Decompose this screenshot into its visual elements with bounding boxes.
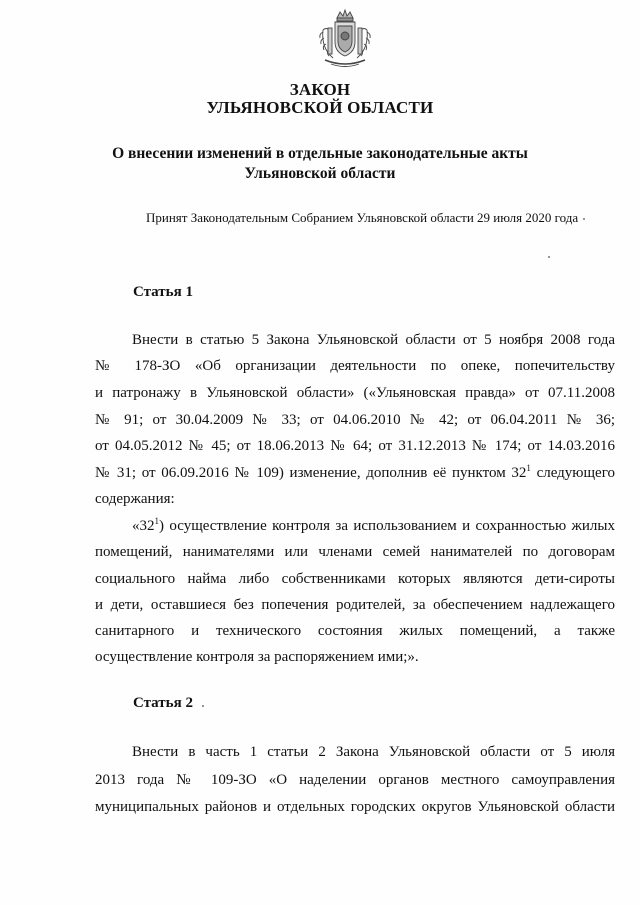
quote-line: санитарного и технического состояния жилых помещений, а также bbox=[95, 623, 615, 639]
article-1-line: № 178-ЗО «Об организации деятельности по опеке, попечительству bbox=[95, 358, 615, 374]
coat-of-arms-emblem bbox=[311, 8, 379, 70]
law-title-line1: ЗАКОН bbox=[289, 80, 351, 99]
article-1-line-text: № 31; от 06.09.2016 № 109) изменение, дополнив её пунктом 32 bbox=[95, 465, 527, 481]
article-1-line: содержания: bbox=[95, 491, 175, 507]
article-1-line: от 04.05.2012 № 45; от 18.06.2013 № 64; от 31.12.2013 № 174; от 14.03.2016 bbox=[95, 438, 615, 454]
article-2-line: Внести в часть 1 статьи 2 Закона Ульяновской области от 5 июля bbox=[132, 744, 615, 760]
article-2-heading: Статья 2 bbox=[133, 695, 193, 711]
article-2-line: муниципальных районов и отдельных городских округов Ульяновской области bbox=[95, 799, 615, 815]
superscript: 1 bbox=[526, 463, 531, 473]
quote-line bbox=[132, 517, 615, 535]
article-1-line bbox=[95, 464, 615, 482]
article-1-line: № 91; от 30.04.2009 № 33; от 04.06.2010 № 42; от 06.04.2011 № 36; bbox=[95, 412, 615, 428]
quote-line: и дети, оставшиеся без попечения родителей, за обеспечением надлежащего bbox=[95, 597, 615, 613]
quote-line: социального найма либо собственниками которых являются дети-сироты bbox=[95, 571, 615, 587]
quote-line-text: ) осуществление контроля за использованием и сохранностью жилых bbox=[159, 518, 615, 534]
article-2-line: 2013 года № 109-ЗО «О наделении органов местного самоуправления bbox=[95, 772, 615, 788]
scan-speck bbox=[202, 705, 204, 707]
article-1-line-text: следующего bbox=[530, 465, 615, 481]
quote-line: помещений, нанимателями или членами семей нанимателей по договорам bbox=[95, 544, 615, 560]
scan-speck bbox=[548, 256, 550, 258]
law-subject-line2: Ульяновской области bbox=[244, 165, 396, 182]
scan-speck bbox=[583, 218, 585, 220]
adoption-note: Принят Законодательным Собранием Ульяновской области 29 июля 2020 года bbox=[146, 210, 579, 225]
quote-line-text: «32 bbox=[132, 518, 155, 534]
quote-line: осуществление контроля за распоряжением ими;». bbox=[95, 649, 419, 665]
article-1-heading: Статья 1 bbox=[133, 284, 193, 300]
law-title-line2: УЛЬЯНОВСКОЙ ОБЛАСТИ bbox=[206, 98, 434, 117]
article-1-line: и патронажу в Ульяновской области» («Ульяновская правда» от 07.11.2008 bbox=[95, 385, 615, 401]
law-subject-line1: О внесении изменений в отдельные законодательные акты bbox=[112, 145, 528, 162]
superscript: 1 bbox=[154, 516, 159, 526]
article-1-line: Внести в статью 5 Закона Ульяновской области от 5 ноября 2008 года bbox=[132, 332, 615, 348]
